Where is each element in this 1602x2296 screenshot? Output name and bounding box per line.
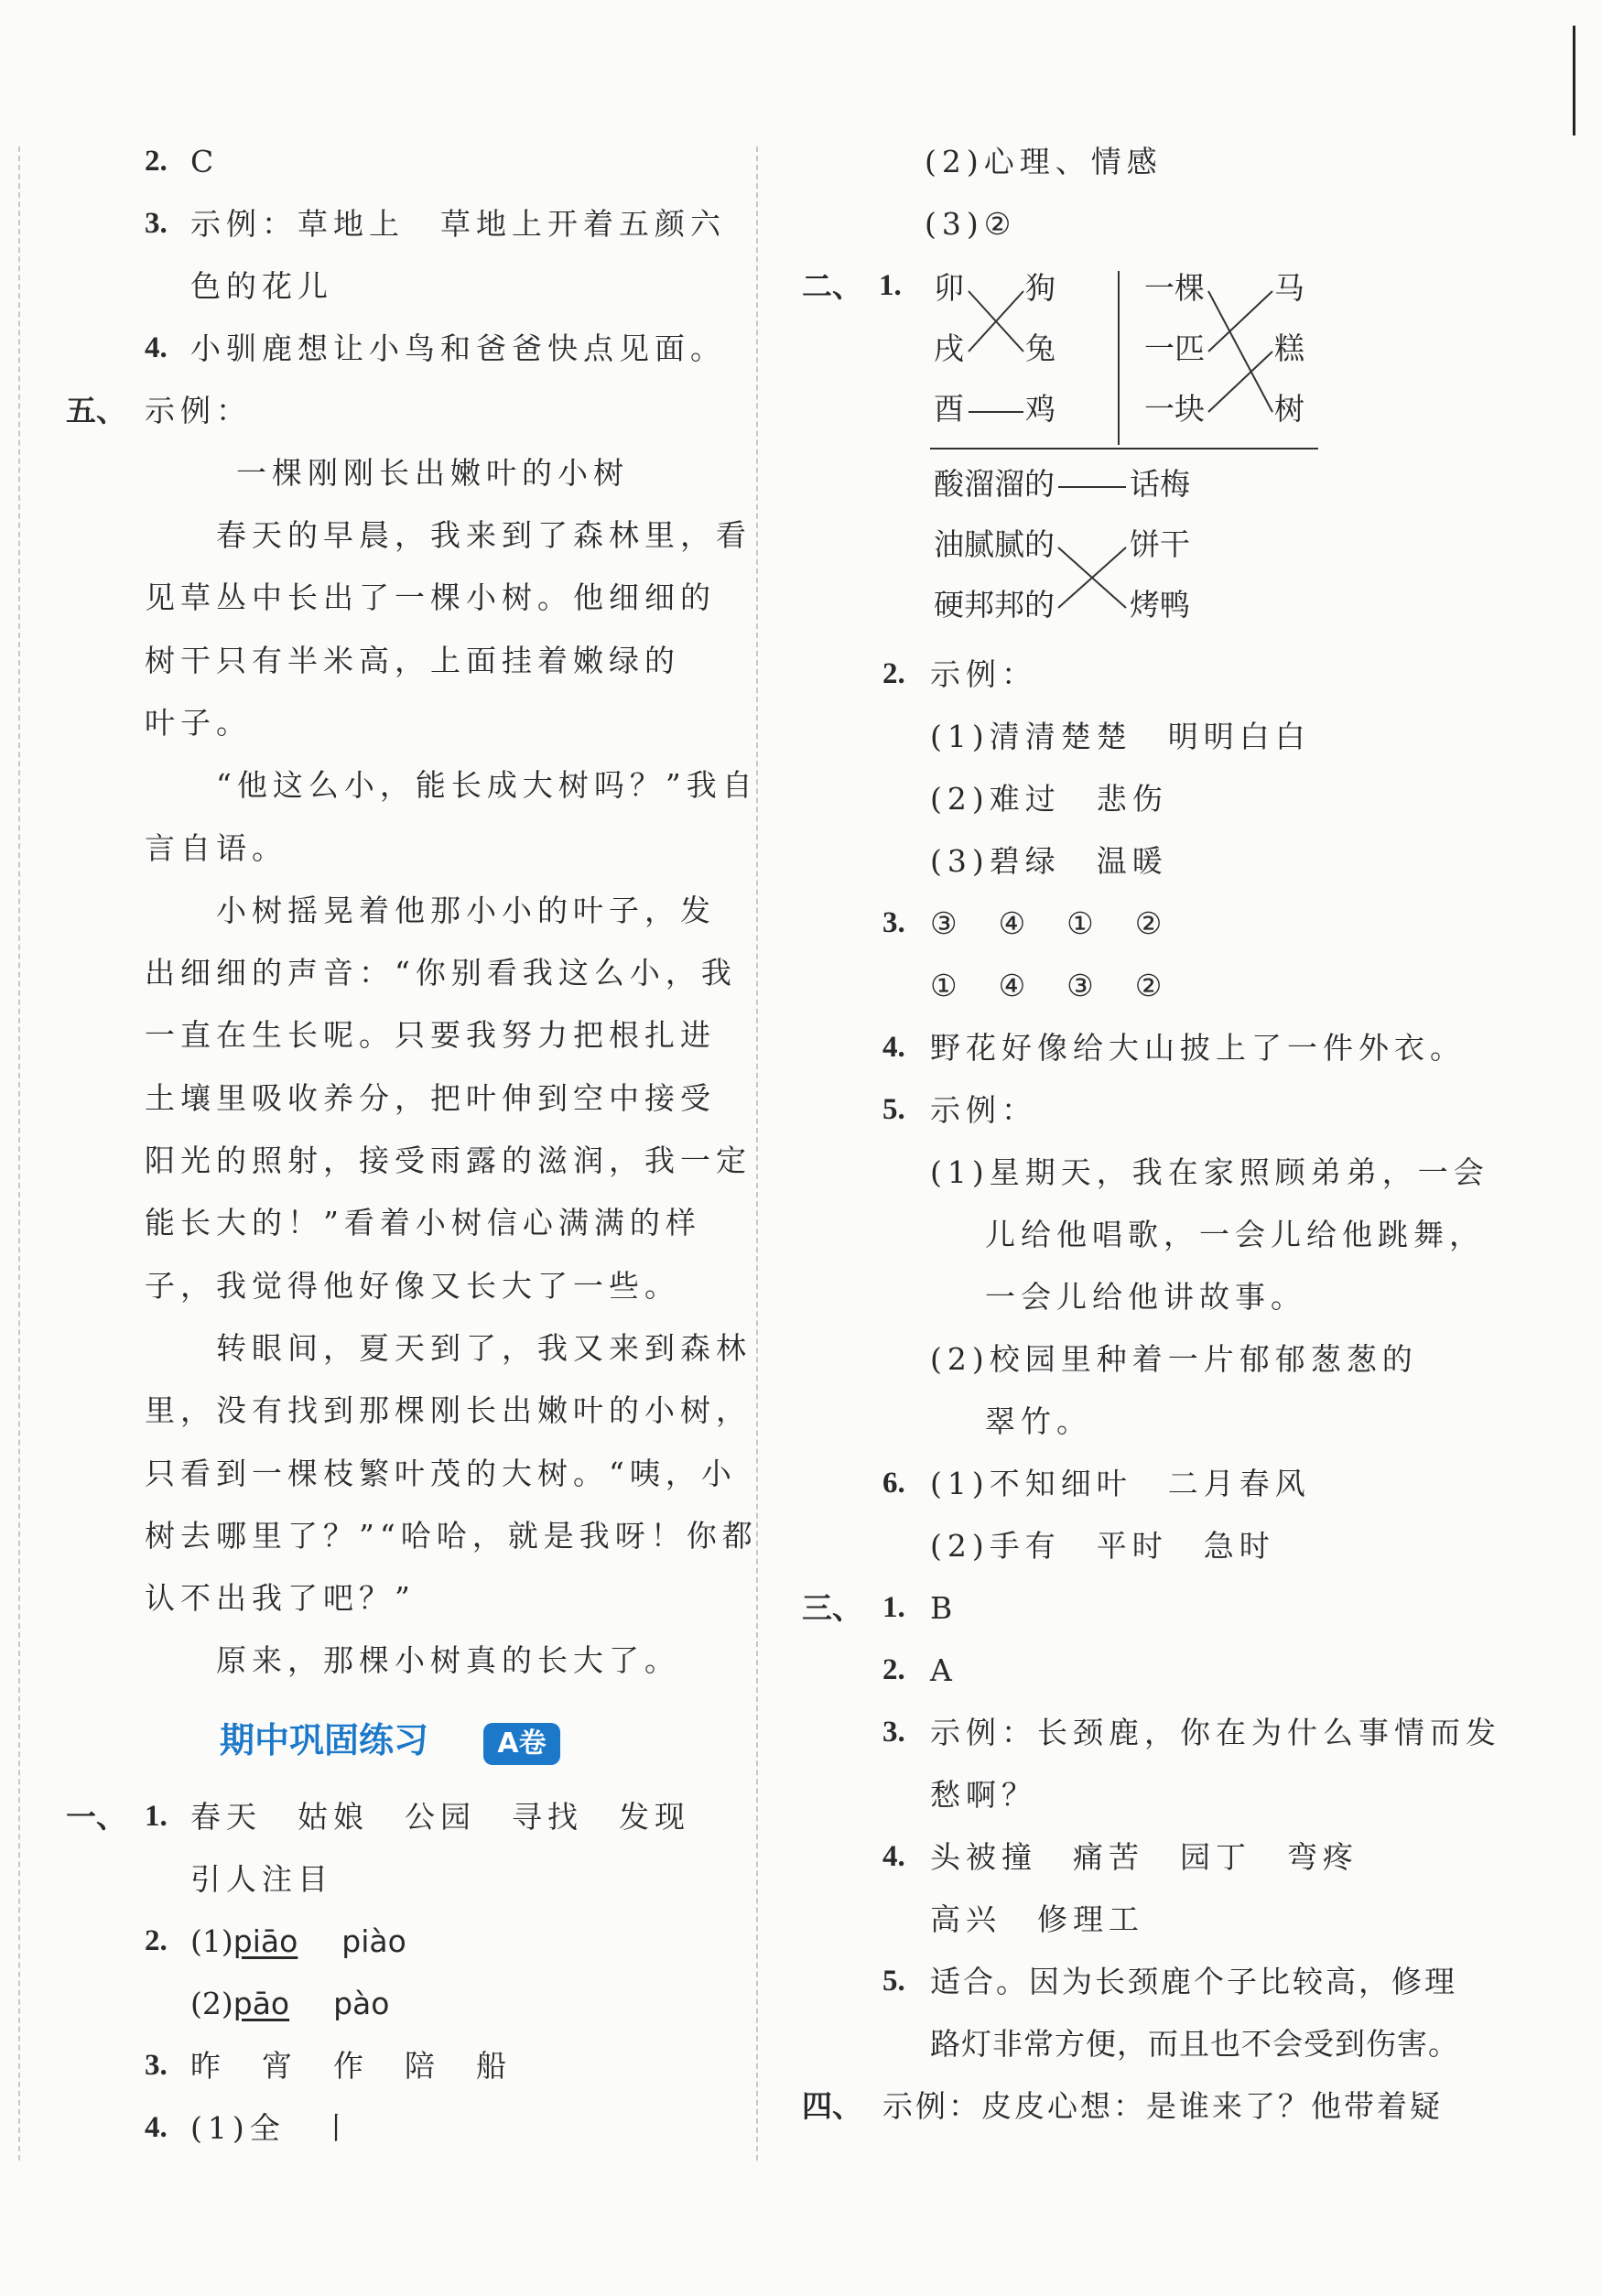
- answer-text: 色的花儿: [190, 268, 333, 304]
- essay-line: 里，没有找到那棵刚长出嫩叶的小树，: [145, 1392, 752, 1429]
- match-right-item: 饼干: [1130, 526, 1190, 562]
- essay-line: 转眼间，夏天到了，我又来到森林: [145, 1329, 752, 1366]
- essay-line: 树干只有半米高，上面挂着嫩绿的: [145, 642, 680, 678]
- answer-text: 头被撞 痛苦 园丁 弯疼: [930, 1839, 1358, 1875]
- version-badge: A卷: [483, 1723, 560, 1765]
- answer-text: 示例：长颈鹿，你在为什么事情而发: [930, 1715, 1501, 1750]
- match-left-item: 一匹: [1144, 330, 1205, 366]
- answer-text: (2)校园里种着一片郁郁葱葱的: [930, 1341, 1418, 1377]
- match-left-item: 酸溜溜的: [934, 466, 1055, 502]
- answer-text: 示例：草地上 草地上开着五颜六: [190, 206, 726, 242]
- essay-line: 认不出我了吧？”: [145, 1580, 416, 1617]
- essay-line: 能长大的！”看着小树信心满满的样: [145, 1205, 701, 1241]
- essay-line: 阳光的照射，接受雨露的滋润，我一定: [145, 1143, 752, 1178]
- answer-text: 示例：: [930, 1092, 1037, 1128]
- match-line: [1208, 352, 1272, 412]
- answer-text: 示例：: [930, 656, 1037, 692]
- match-right-item: 糕: [1274, 330, 1304, 366]
- essay-line: 见草丛中长出了一棵小树。他细细的: [145, 579, 716, 616]
- pinyin-text: piào: [341, 1923, 406, 1959]
- essay-line: 原来，那棵小树真的长大了。: [145, 1642, 680, 1679]
- answer-text: (1)星期天，我在家照顾弟弟，一会: [930, 1154, 1489, 1190]
- answer-text: 引人注目: [190, 1861, 333, 1897]
- answer-text: (1)清清楚楚 明明白白: [930, 719, 1311, 754]
- essay-line: 一直在生长呢。只要我努力把根扎进: [145, 1017, 716, 1054]
- answer-text: 小驯鹿想让小鸟和爸爸快点见面。: [190, 330, 726, 366]
- question-number: 3.: [145, 2049, 168, 2082]
- section-label: 五、: [66, 393, 126, 428]
- question-number: 2.: [882, 657, 905, 690]
- match-right-item: 狗: [1025, 270, 1055, 306]
- essay-line: 小树摇晃着他那小小的叶子，发: [145, 892, 716, 928]
- section-label: 一、: [66, 1799, 126, 1835]
- answer-text: 野花好像给大山披上了一件外衣。: [930, 1030, 1466, 1066]
- question-number: 1.: [145, 1800, 168, 1833]
- question-number: 1.: [882, 1591, 905, 1624]
- question-number: 2.: [145, 145, 168, 178]
- match-right-item: 话梅: [1130, 466, 1190, 502]
- essay-line: “他这么小，能长成大树吗？”我自: [145, 767, 758, 804]
- question-number: 4.: [145, 331, 168, 364]
- essay-line: 子，我觉得他好像又长大了一些。: [145, 1267, 680, 1304]
- question-number: 3.: [145, 207, 168, 240]
- answer-text: (2)难过 悲伤: [930, 781, 1168, 817]
- pinyin-answer-2: [190, 1988, 389, 2019]
- essay-line: 春天的早晨，我来到了森林里，看: [145, 517, 752, 553]
- question-number: 4.: [882, 1840, 905, 1873]
- match-left-item: 硬邦邦的: [934, 587, 1055, 623]
- question-number: 4.: [145, 2111, 168, 2144]
- answer-text: 昨 宵 作 陪 船: [190, 2048, 512, 2084]
- answer-text: 翠竹。: [985, 1403, 1092, 1439]
- match-right-item: 树: [1274, 391, 1304, 427]
- match-right-item: 马: [1274, 270, 1304, 306]
- question-number: 6.: [882, 1467, 905, 1500]
- matching-lines: [0, 0, 1602, 696]
- answer-text: (2)手有 平时 急时: [930, 1528, 1275, 1564]
- essay-line: 树去哪里了？”“哈哈，就是我呀！你都: [145, 1517, 758, 1554]
- answer-text: 一会儿给他讲故事。: [985, 1279, 1306, 1315]
- question-number: 4.: [882, 1031, 905, 1064]
- answer-text: (2)心理、情感: [925, 144, 1163, 179]
- pinyin-text: pào: [333, 1986, 390, 2021]
- match-line: [1208, 291, 1272, 352]
- match-right-item: 烤鸭: [1130, 587, 1190, 623]
- essay-line: 言自语。: [145, 829, 287, 866]
- match-left-item: 油腻腻的: [934, 526, 1055, 562]
- answer-text: A: [930, 1652, 952, 1688]
- answer-text: C: [190, 144, 214, 179]
- pinyin-underlined: pāo: [233, 1986, 290, 2021]
- essay-line: 叶子。: [145, 704, 252, 741]
- answer-text: 适合。因为长颈鹿个子比较高，修理: [930, 1964, 1457, 1999]
- match-line: [1208, 291, 1272, 412]
- essay-line: 出细细的声音：“你别看我这么小，我: [145, 955, 737, 991]
- section-banner-title: 期中巩固练习: [220, 1720, 429, 1760]
- match-left-item: 一棵: [1144, 270, 1205, 306]
- answer-text: (1)不知细叶 二月春风: [930, 1466, 1311, 1501]
- answer-text: 儿给他唱歌，一会儿给他跳舞，: [985, 1217, 1485, 1252]
- question-number: 3.: [882, 906, 905, 939]
- item-prefix: (1): [190, 1923, 233, 1959]
- answer-text: (3)碧绿 温暖: [930, 843, 1168, 879]
- question-number: 2.: [882, 1653, 905, 1686]
- essay-line: 土壤里吸收养分，把叶伸到空中接受: [145, 1079, 716, 1116]
- question-number: 3.: [882, 1716, 905, 1749]
- item-prefix: (2): [190, 1986, 233, 2021]
- question-number: 5.: [882, 1093, 905, 1126]
- question-number: 1.: [879, 269, 902, 302]
- match-left-item: 戌: [934, 330, 964, 366]
- question-number: 5.: [882, 1965, 905, 1998]
- answer-text: ① ④ ③ ②: [930, 968, 1168, 1003]
- section-label: 三、: [802, 1590, 862, 1626]
- answer-text: 示例：: [145, 393, 252, 428]
- answer-text: 示例：皮皮心想：是谁来了？他带着疑: [882, 2088, 1443, 2124]
- match-right-item: 鸡: [1025, 391, 1055, 427]
- match-left-item: 卯: [934, 270, 964, 306]
- answer-text: 春天 姑娘 公园 寻找 发现: [190, 1799, 690, 1835]
- match-left-item: 酉: [934, 391, 964, 427]
- essay-title: 一棵刚刚长出嫩叶的小树: [236, 455, 629, 491]
- answer-text: 路灯非常方便，而且也不会受到伤害。: [930, 2026, 1459, 2062]
- match-right-item: 兔: [1025, 330, 1055, 366]
- answer-text: B: [930, 1590, 953, 1626]
- essay-line: 只看到一棵枝繁叶茂的大树。“咦，小: [145, 1455, 737, 1491]
- section-label: 四、: [802, 2088, 862, 2124]
- section-label: 二、: [802, 268, 862, 304]
- pinyin-answer-1: [190, 1923, 406, 1959]
- answer-text: (1)全 丨: [190, 2110, 357, 2146]
- match-left-item: 一块: [1144, 391, 1205, 427]
- answer-text: 愁啊？: [930, 1777, 1037, 1813]
- question-number: 2.: [145, 1924, 168, 1957]
- pinyin-underlined: piāo: [233, 1923, 298, 1959]
- answer-text: (3)②: [925, 206, 1017, 242]
- answer-text: ③ ④ ① ②: [930, 905, 1168, 941]
- answer-text: 高兴 修理工: [930, 1901, 1144, 1937]
